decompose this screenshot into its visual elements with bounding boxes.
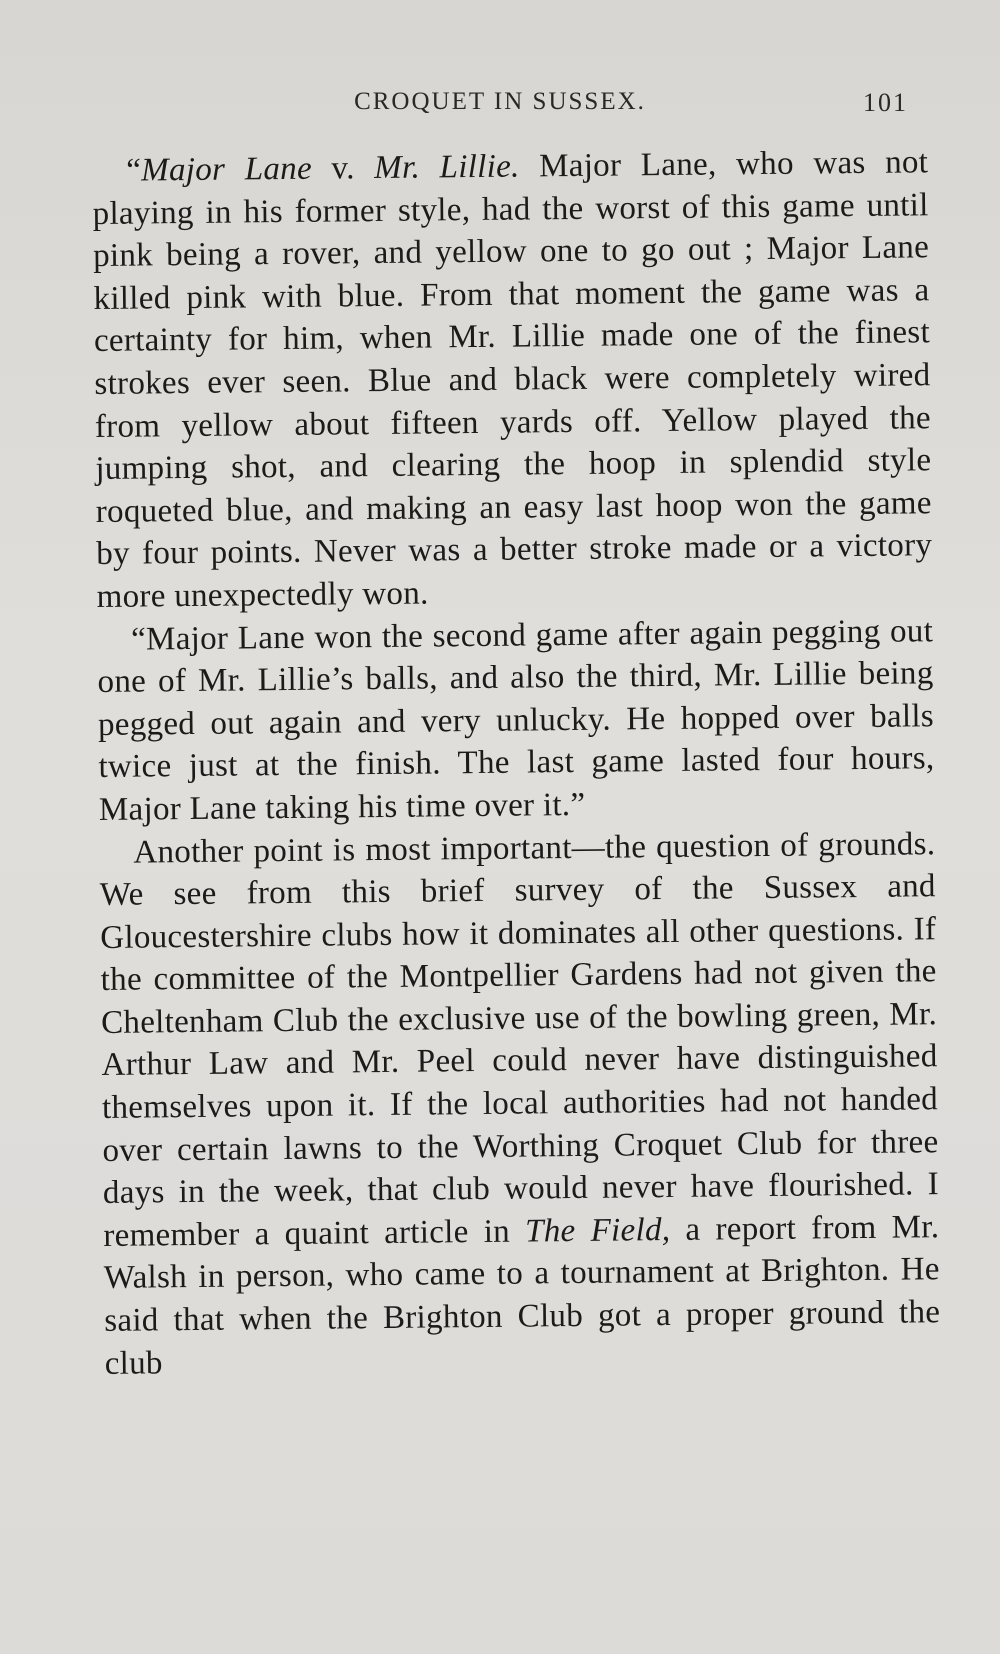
page-number: 101	[863, 88, 908, 117]
open-quote: “	[126, 152, 142, 189]
paragraph-match-report	[92, 141, 933, 618]
body-text	[92, 141, 941, 1385]
paragraph-2-text: “Major Lane won the second game after again pegging out one of Mr. Lillie’s balls, and also the third, Mr. Lillie being pegged out again and very unlucky. He hopped over balls twice just at the finish. The last game lasted four hours, Major Lane taking his time over it.”	[97, 612, 935, 828]
paragraph-3-text-after: a report from Mr. Walsh in person, who came to a tournament at Brighton. He said that when the Brighton Club got a proper ground the club	[103, 1209, 941, 1382]
paragraph-grounds	[99, 823, 941, 1385]
publication-title: The Field,	[524, 1211, 671, 1250]
versus-text: v.	[311, 150, 375, 187]
paragraph-1-text: Major Lane, who was not playing in his former style, had the worst of this game until pink being a rover, and yellow one to go out ; Major Lane killed pink with blue. From that moment the game was a certainty for him, when Mr. Lillie made one of the finest strokes ever seen. Blue and black were completely wired from yellow about fifteen yards off. Yellow played the jumping shot, and clearing the hoop in splendid style roqueted blue, and making an easy last hoop won the game by four points. Never was a better stroke made or a victory more unexpectedly won.	[92, 144, 933, 615]
paragraph-3-text-before: Another point is most important—the question of grounds. We see from this brief survey of the Sussex and Gloucestershire clubs how it dominates all other questions. If the committee of the Montpellier Gardens had not given the Cheltenham Club the exclusive use of the bowling green, Mr. Arthur Law and Mr. Peel could never have distinguished themselves upon it. If the local authorities had not handed over certain lawns to the Worthing Croquet Club for three days in the week, that club would never have flourished. I remember a quaint article in	[99, 825, 940, 1254]
player-name-mr-lillie: Mr. Lillie.	[374, 148, 520, 187]
player-name-major-lane: Major Lane	[140, 150, 313, 189]
page-header	[92, 88, 908, 128]
paragraph-second-game	[97, 610, 935, 832]
running-head: CROQUET IN SUSSEX.	[354, 88, 646, 115]
